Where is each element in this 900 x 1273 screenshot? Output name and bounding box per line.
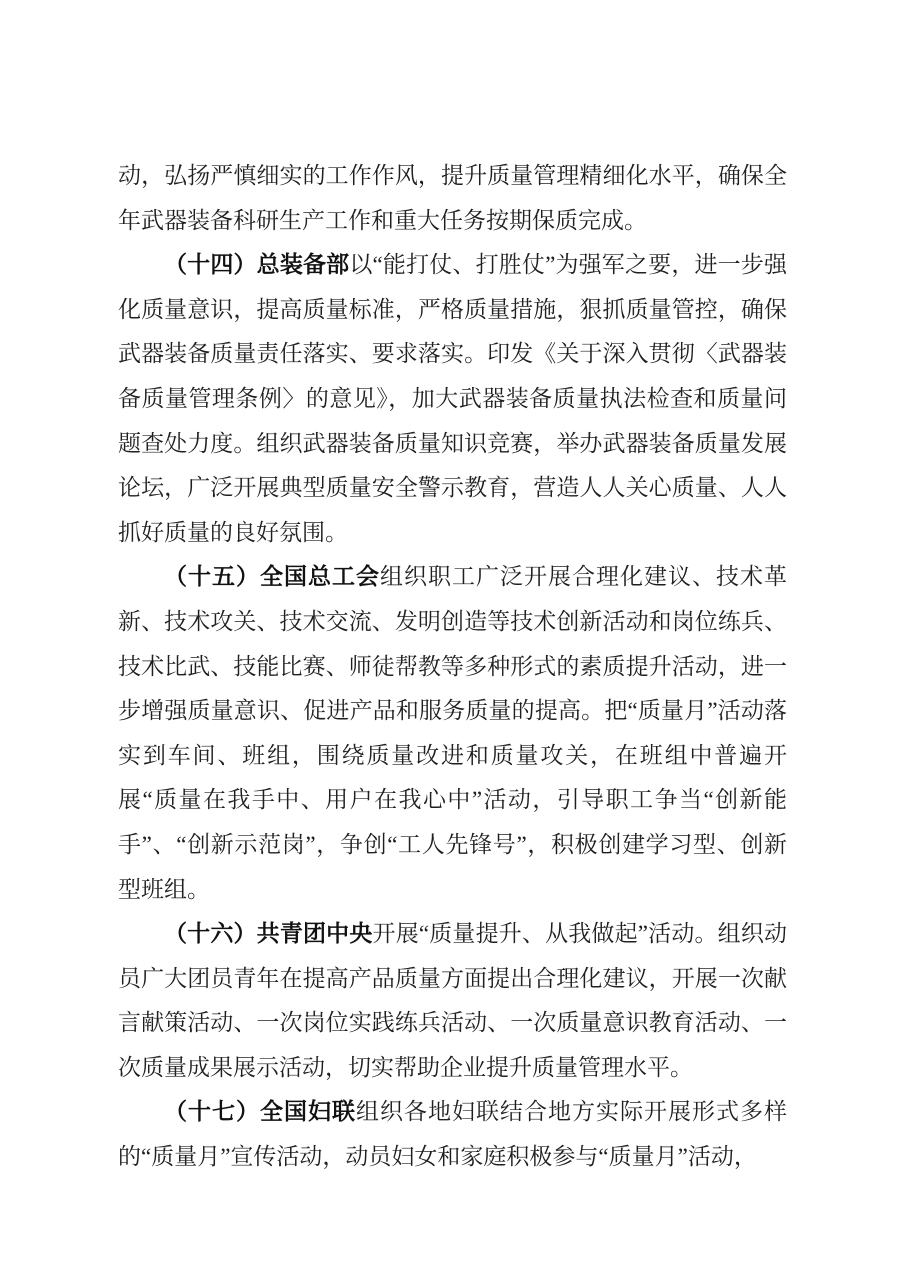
paragraph-item-17 xyxy=(118,1090,787,1179)
document-text-block xyxy=(118,154,787,1180)
paragraph-item-16 xyxy=(118,912,787,1090)
paragraph-heading: （十七）全国妇联 xyxy=(164,1099,356,1125)
paragraph-text: 组织各地妇联结合地方实际开展形式多样的“质量月”宣传活动，动员妇女和家庭积极参与“质量月”活动， xyxy=(118,1099,787,1170)
paragraph-heading: （十五）全国总工会 xyxy=(164,564,380,590)
paragraph-text: 以“能打仗、打胜仗”为强军之要，进一步强化质量意识，提高质量标准，严格质量措施，狠抓质量管控，确保武器装备质量责任落实、要求落实。印发《关于深入贯彻〈武器装备质量管理条例〉的意见》，加大武器装备质量执法检查和质量问题查处力度。组织武器装备质量知识竞赛，举办武器装备质量发展论坛，广泛开展典型质量安全警示教育，营造人人关心质量、人人抓好质量的良好氛围。 xyxy=(118,252,787,545)
paragraph-item-14 xyxy=(118,243,787,555)
paragraph-item-15 xyxy=(118,555,787,912)
paragraph-text: 组织职工广泛开展合理化建议、技术革新、技术攻关、技术交流、发明创造等技术创新活动和岗位练兵、技术比武、技能比赛、师徒帮教等多种形式的素质提升活动，进一步增强质量意识、促进产品和服务质量的提高。把“质量月”活动落实到车间、班组，围绕质量改进和质量攻关，在班组中普遍开展“质量在我手中、用户在我心中”活动，引导职工争当“创新能手”、“创新示范岗”，争创“工人先锋号”，积极创建学习型、创新型班组。 xyxy=(118,564,787,902)
paragraph-heading: （十四）总装备部 xyxy=(164,252,350,278)
paragraph-continuation xyxy=(118,154,787,243)
paragraph-heading: （十六）共青团中央 xyxy=(164,921,373,947)
paragraph-text: 开展“质量提升、从我做起”活动。组织动员广大团员青年在提高产品质量方面提出合理化建议，开展一次献言献策活动、一次岗位实践练兵活动、一次质量意识教育活动、一次质量成果展示活动，切实帮助企业提升质量管理水平。 xyxy=(118,921,788,1080)
paragraph-text: 动，弘扬严慎细实的工作作风，提升质量管理精细化水平，确保全年武器装备科研生产工作和重大任务按期保质完成。 xyxy=(118,163,787,233)
